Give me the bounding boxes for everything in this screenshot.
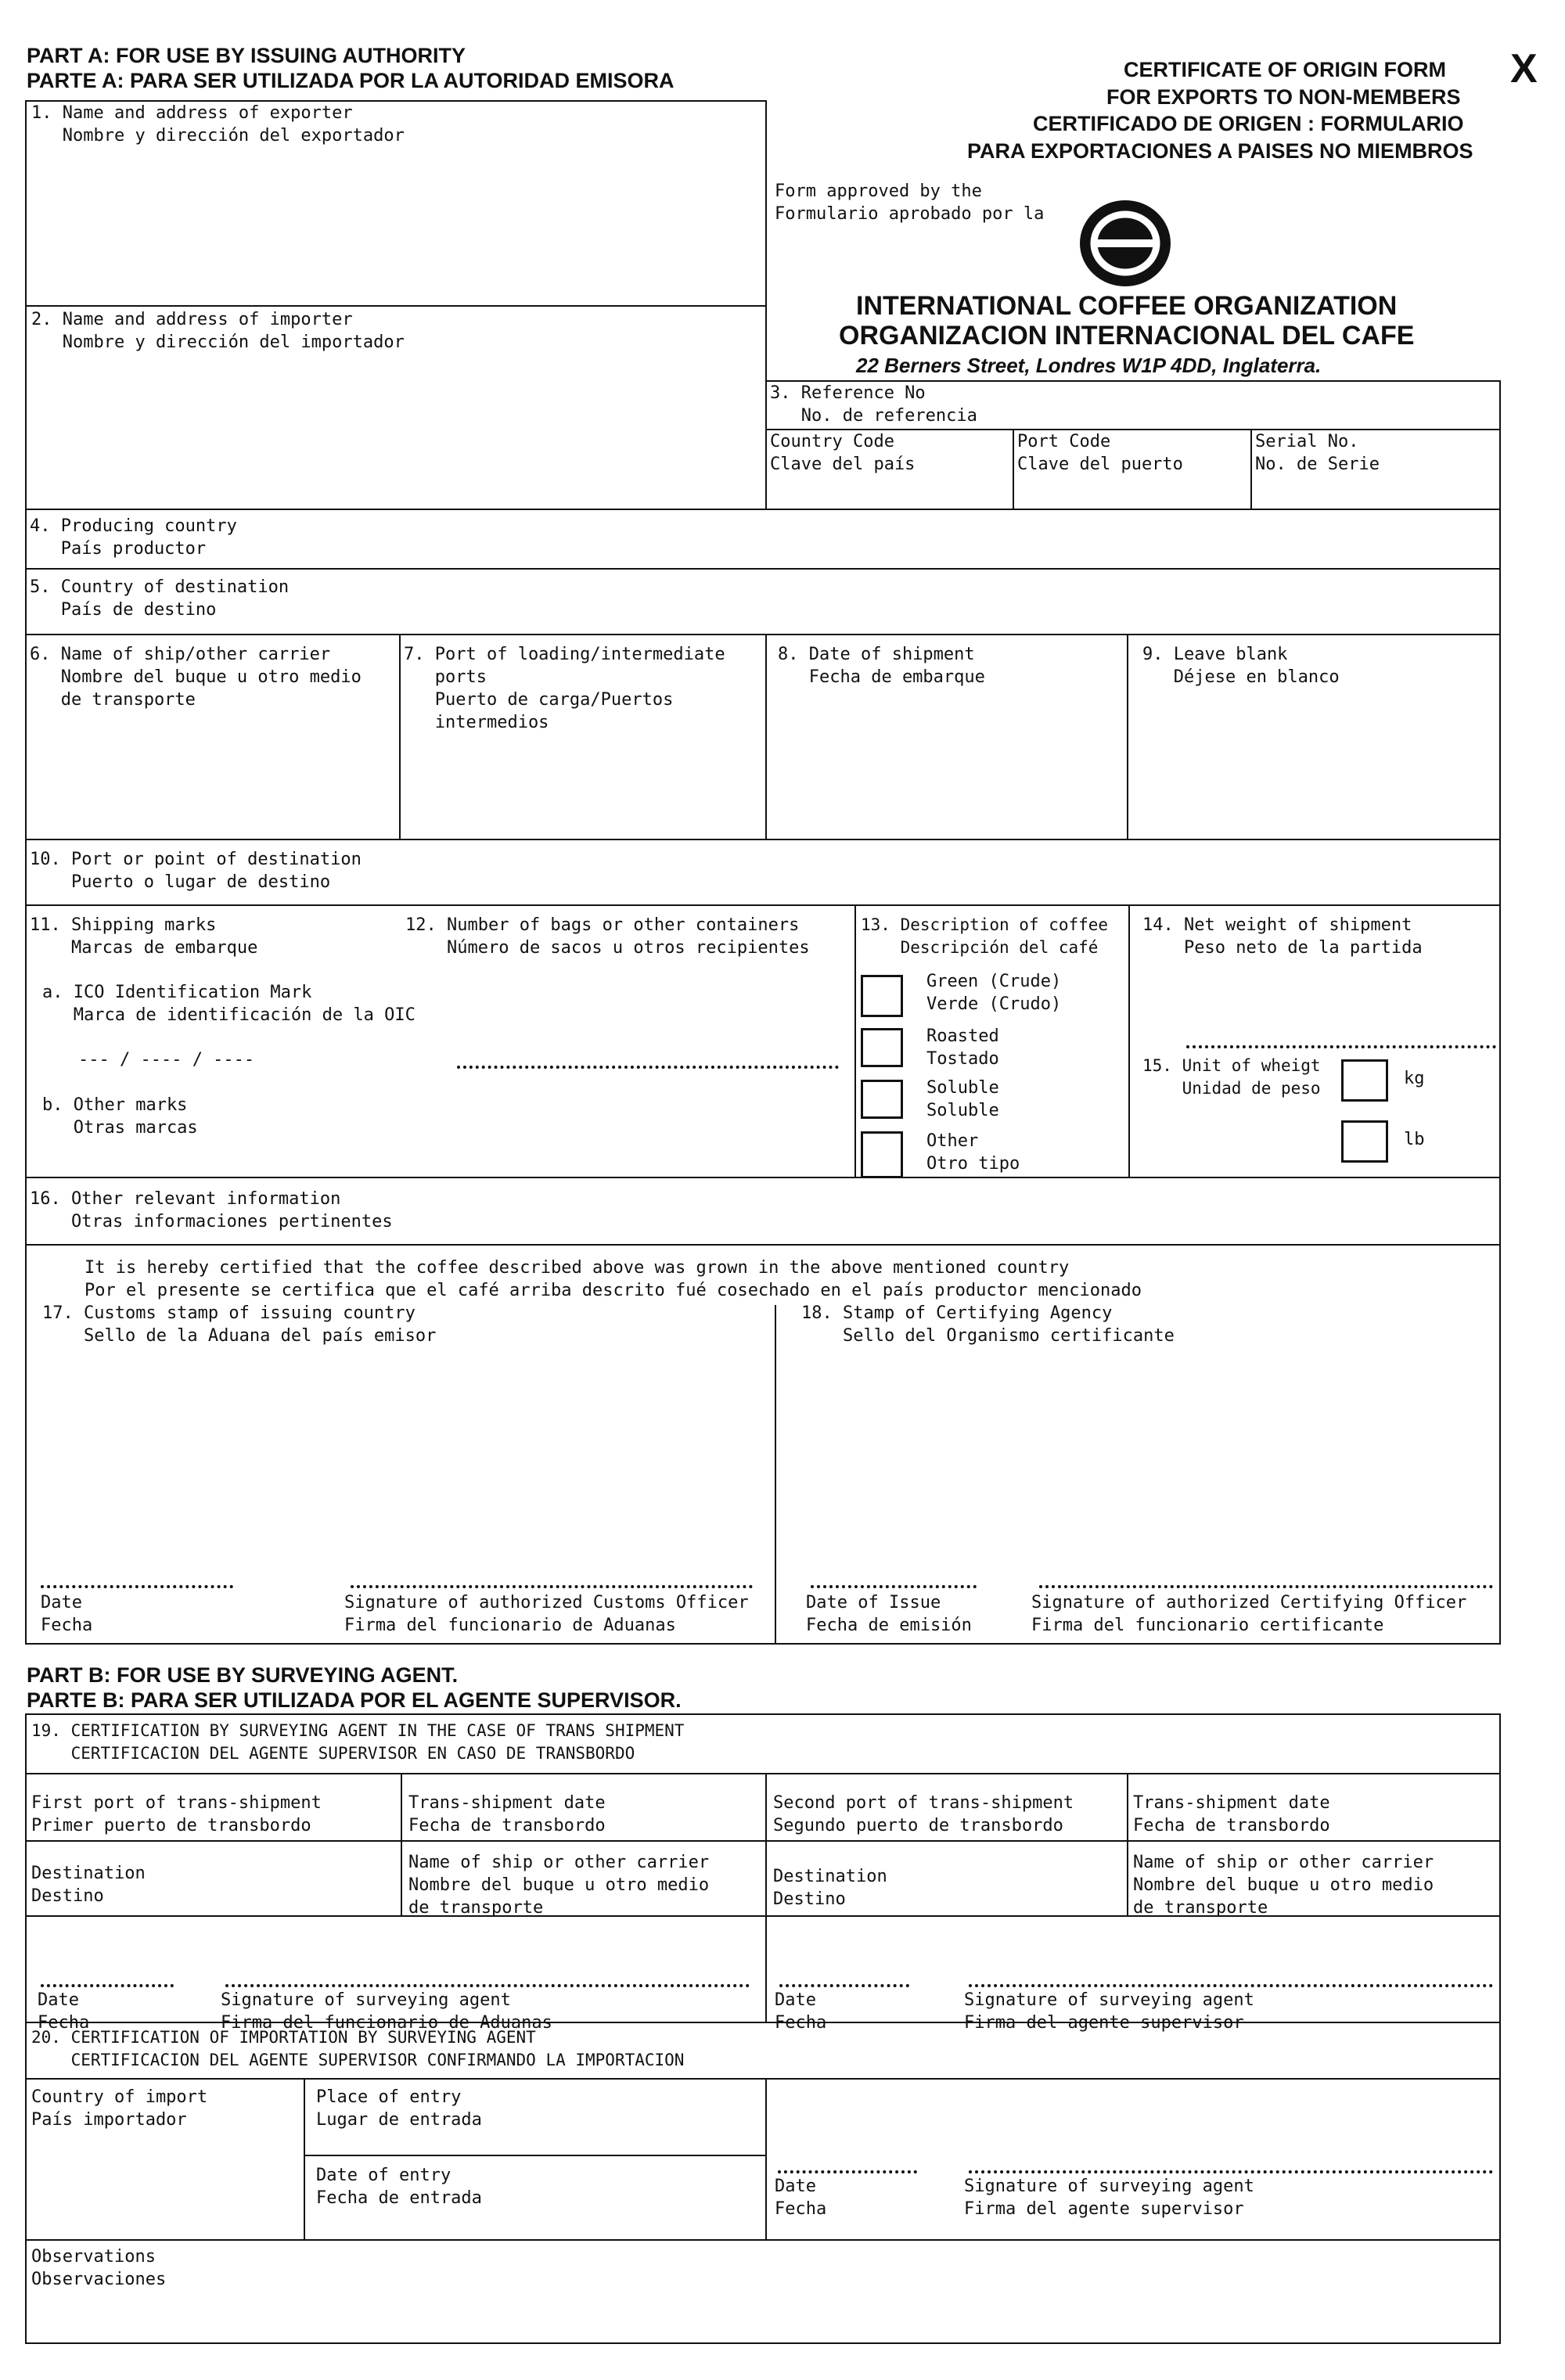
import-signature-line[interactable]	[969, 2170, 1493, 2173]
importation-grid	[25, 2078, 1501, 2241]
destination-2-label[interactable]: Destination Destino	[773, 1867, 887, 1909]
field-12-label: 12. Number of bags or other containers Número de sacos u otros recipientes	[405, 915, 810, 958]
ts-date-line-2[interactable]	[779, 1984, 909, 1987]
observations-label: Observations Observaciones	[31, 2247, 167, 2289]
ts-date-2-label[interactable]: Trans-shipment date Fecha de transbordo	[1133, 1793, 1330, 1835]
certificate-title-es: CERTIFICADO DE ORIGEN : FORMULARIO	[1033, 112, 1464, 135]
lb-label: lb	[1404, 1130, 1425, 1149]
green-label: Green (Crude) Verde (Crudo)	[926, 972, 1062, 1014]
soluble-label: Soluble Soluble	[926, 1078, 999, 1120]
field-19-label: 19. CERTIFICATION BY SURVEYING AGENT IN THE CASE OF TRANS SHIPMENT CERTIFICACION DEL AGENTE SUPERVISOR EN CASO DE TRANSBORDO	[31, 1721, 685, 1763]
import-signature-label: Signature of surveying agent Firma del agente supervisor	[964, 2177, 1254, 2219]
field-11-label: 11. Shipping marks Marcas de embarque	[30, 915, 258, 958]
customs-signature-line[interactable]	[351, 1585, 753, 1588]
customs-signature-label: Signature of authorized Customs Officer Firma del funcionario de Aduanas	[344, 1593, 749, 1635]
ico-mark-pattern[interactable]: --- / ---- / ----	[78, 1050, 255, 1070]
certificate-subtitle-es: PARA EXPORTACIONES A PAISES NO MIEMBROS	[967, 139, 1473, 163]
part-a-title-es: PARTE A: PARA SER UTILIZADA POR LA AUTORIDAD EMISORA	[27, 69, 675, 92]
ship-carrier-2-label[interactable]: Name of ship or other carrier Nombre del buque u otro medio de transporte	[1133, 1853, 1434, 1918]
lb-checkbox[interactable]	[1341, 1120, 1388, 1163]
part-a-title: PART A: FOR USE BY ISSUING AUTHORITY	[27, 44, 466, 67]
certifying-signature-label: Signature of authorized Certifying Officer Firma del funcionario certificante	[1031, 1593, 1467, 1635]
field-18-label: 18. Stamp of Certifying Agency Sello del Organismo certificante	[801, 1303, 1175, 1346]
second-port-label[interactable]: Second port of trans-shipment Segundo puerto de transbordo	[773, 1793, 1074, 1835]
organization-name-es: ORGANIZACION INTERNACIONAL DEL CAFE	[839, 321, 1415, 351]
country-code-label: Country Code Clave del país	[770, 432, 916, 474]
ts-sign-date-1-label: Date Fecha	[38, 1990, 90, 2033]
other-label: Other Otro tipo	[926, 1131, 1020, 1174]
field-7-label: 7. Port of loading/intermediate ports Puerto de carga/Puertos intermedios	[404, 645, 725, 732]
serial-no-label: Serial No. No. de Serie	[1255, 432, 1380, 474]
ts-date-1-label[interactable]: Trans-shipment date Fecha de transbordo	[408, 1793, 606, 1835]
field-17-label: 17. Customs stamp of issuing country Sello de la Aduana del país emisor	[42, 1303, 437, 1346]
ts-sign-date-2-label: Date Fecha	[775, 1990, 827, 2033]
customs-date-line[interactable]	[41, 1585, 233, 1588]
field-2-label: 2. Name and address of importer Nombre y dirección del importador	[31, 310, 405, 352]
destination-1-label[interactable]: Destination Destino	[31, 1864, 146, 1906]
field-10-label: 10. Port or point of destination Puerto o lugar de destino	[30, 850, 362, 892]
kg-checkbox[interactable]	[1341, 1059, 1388, 1102]
organization-address: 22 Berners Street, Londres W1P 4DD, Inglaterra.	[856, 354, 1322, 377]
part-b-title-es: PARTE B: PARA SER UTILIZADA POR EL AGENTE SUPERVISOR.	[27, 1688, 682, 1712]
other-checkbox[interactable]	[861, 1131, 903, 1178]
green-checkbox[interactable]	[861, 975, 903, 1017]
field-11b-label: b. Other marks Otras marcas	[42, 1095, 198, 1138]
approved-by-label-es: Formulario aprobado por la	[775, 204, 1045, 224]
soluble-checkbox[interactable]	[861, 1080, 903, 1119]
field-5-label: 5. Country of destination País de destino	[30, 577, 290, 620]
ts-date-line-1[interactable]	[41, 1984, 174, 1987]
certifying-signature-line[interactable]	[1039, 1585, 1493, 1588]
roasted-label: Roasted Tostado	[926, 1026, 999, 1069]
field-4-producing-country[interactable]	[25, 509, 1501, 570]
ts-signature-2-label: Signature of surveying agent Firma del agente supervisor	[964, 1990, 1254, 2033]
kg-label: kg	[1404, 1069, 1425, 1088]
port-code-label: Port Code Clave del puerto	[1017, 432, 1183, 474]
ts-signature-line-2[interactable]	[969, 1984, 1493, 1987]
form-letter: X	[1510, 46, 1538, 92]
organization-name: INTERNATIONAL COFFEE ORGANIZATION	[856, 291, 1398, 321]
ts-signature-line-1[interactable]	[225, 1984, 750, 1987]
place-entry-label[interactable]: Place of entry Lugar de entrada	[316, 2087, 482, 2130]
field-6-label: 6. Name of ship/other carrier Nombre del buque u otro medio de transporte	[30, 645, 362, 710]
roasted-checkbox[interactable]	[861, 1028, 903, 1067]
field-14-label: 14. Net weight of shipment Peso neto de la partida	[1142, 915, 1423, 958]
ico-logo	[1077, 197, 1174, 289]
field-11a-label: a. ICO Identification Mark Marca de identificación de la OIC	[42, 983, 416, 1025]
field-9-label: 9. Leave blank Déjese en blanco	[1142, 645, 1340, 687]
certification-statement: It is hereby certified that the coffee described above was grown in the above mentioned country Por el presente se certifica que el café arriba descrito fué cosechado en el país productor mencionado	[85, 1258, 1142, 1300]
bags-count-line[interactable]	[457, 1066, 839, 1069]
ship-carrier-1-label[interactable]: Name of ship or other carrier Nombre del buque u otro medio de transporte	[408, 1853, 710, 1918]
ts-signature-1-label: Signature of surveying agent Firma del funcionario de Aduanas	[221, 1990, 552, 2033]
field-13-label: 13. Description of coffee Descripción del café	[861, 915, 1109, 957]
field-3-label: 3. Reference No No. de referencia	[770, 383, 977, 426]
country-import-label[interactable]: Country of import País importador	[31, 2087, 208, 2130]
field-1-label: 1. Name and address of exporter Nombre y dirección del exportador	[31, 103, 405, 146]
import-date-label: Date Fecha	[775, 2177, 827, 2219]
field-20-label: 20. CERTIFICATION OF IMPORTATION BY SURVEYING AGENT CERTIFICACION DEL AGENTE SUPERVISOR CONFIRMANDO LA IMPORTACION	[31, 2028, 685, 2069]
certificate-title: CERTIFICATE OF ORIGIN FORM	[1124, 58, 1446, 81]
first-port-label[interactable]: First port of trans-shipment Primer puerto de transbordo	[31, 1793, 322, 1835]
issue-date-line[interactable]	[811, 1585, 977, 1588]
net-weight-line[interactable]	[1186, 1045, 1496, 1048]
issue-date-label: Date of Issue Fecha de emisión	[806, 1593, 972, 1635]
field-16-label: 16. Other relevant information Otras informaciones pertinentes	[30, 1189, 393, 1231]
certificate-subtitle: FOR EXPORTS TO NON-MEMBERS	[1106, 85, 1461, 109]
observations-field[interactable]	[25, 2239, 1501, 2344]
customs-date-label: Date Fecha	[41, 1593, 93, 1635]
field-8-label: 8. Date of shipment Fecha de embarque	[778, 645, 985, 687]
import-date-line[interactable]	[778, 2170, 917, 2173]
field-4-label: 4. Producing country País productor	[30, 516, 237, 559]
part-b-title: PART B: FOR USE BY SURVEYING AGENT.	[27, 1663, 459, 1687]
approved-by-label: Form approved by the	[775, 182, 982, 201]
date-entry-label[interactable]: Date of entry Fecha de entrada	[316, 2166, 482, 2208]
field-15-label: 15. Unit of wheigt Unidad de peso	[1142, 1056, 1321, 1098]
